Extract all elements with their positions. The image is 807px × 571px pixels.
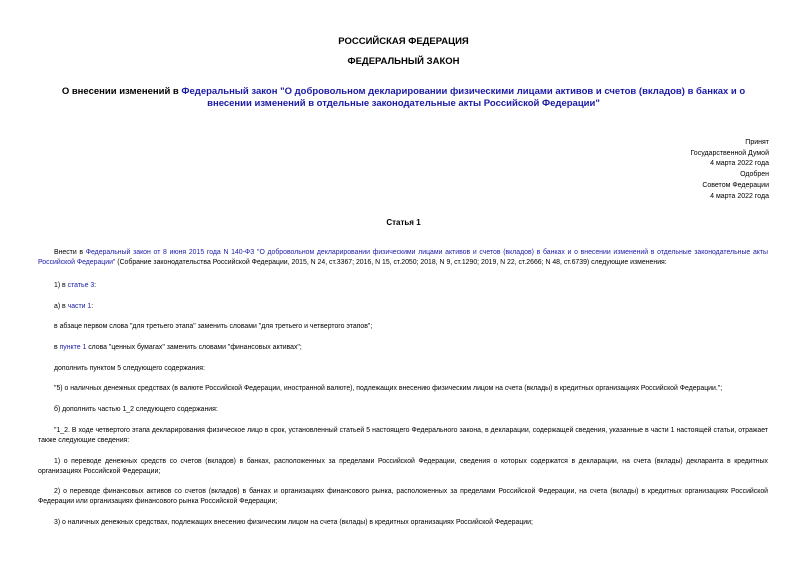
text: 1) в <box>54 282 68 289</box>
title-law-link[interactable]: Федеральный закон "О добровольном декларировании физическими лицами активов и счетов (вкладов) в банках и о внесении изменений в отдельные законодательные акты Российской Федерации" <box>181 86 746 109</box>
title-prefix: О внесении изменений в <box>61 86 182 97</box>
adoption-line: Советом Федерации <box>702 181 769 189</box>
text: а) в <box>54 303 68 310</box>
text: : <box>94 282 97 289</box>
adoption-line: 4 марта 2022 года <box>710 160 769 168</box>
intro-suffix: (Собрание законодательства Российской Федерации, 2015, N 24, ст.3367; 2016, N 15, ст.2050; 2018, N 9, ст.1290; 2019, N 22, ст.2666; N 48, ст.6739) следующие изменения: <box>115 259 667 267</box>
adoption-line: Государственной Думой <box>690 149 769 157</box>
paragraph-item-a <box>38 302 768 312</box>
paragraph-1-2: "1_2. В ходе четвертого этапа декларирования физическое лицо в срок, установленный статьей 5 настоящего Федерального закона, в декларации, содержащей сведения, указанные в части 1 настоящей статьи, отражает также следующие сведения: <box>38 427 768 445</box>
country-heading: РОССИЙСКАЯ ФЕДЕРАЦИЯ <box>338 36 469 47</box>
article-3-link[interactable]: статье 3 <box>67 282 95 289</box>
doc-type-heading: ФЕДЕРАЛЬНЫЙ ЗАКОН <box>347 56 460 67</box>
paragraph-5: "5) о наличных денежных средствах (в валюте Российской Федерации, иностранной валюте), подлежащих внесению физическим лицом на счета (вклады) в кредитных организациях Российской Федерации."; <box>54 385 723 392</box>
adoption-line: Одобрен <box>740 171 769 179</box>
paragraph-add5: дополнить пунктом 5 следующего содержания: <box>54 365 205 372</box>
text: : <box>91 303 94 310</box>
subparagraph-1: 1) о переводе денежных средств со счетов (вкладов) в банках, расположенных за пределами Российской Федерации, сведения о которых содержатся в декларации, на счета (вклады) декларанта в кредитных организациях Российской Федерации; <box>38 458 768 476</box>
paragraph-punkt <box>38 343 768 353</box>
adoption-block <box>690 138 769 202</box>
part-1-link[interactable]: части 1 <box>67 303 92 310</box>
intro-prefix: Внести в <box>54 249 86 256</box>
law-title <box>55 86 752 110</box>
paragraph-abzac: в абзаце первом слова "для третьего этапа" заменить словами "для третьего и четвертого этапов"; <box>54 323 373 330</box>
intro-paragraph <box>38 248 768 268</box>
adoption-line: Принят <box>745 139 769 146</box>
adoption-line: 4 марта 2022 года <box>710 192 769 200</box>
intro-law-link[interactable]: Федеральный закон от 8 июня 2015 года N 140-ФЗ "О добровольном декларировании физическими лицами активов и счетов (вкладов) в банках и о внесении изменений в отдельные законодательные акты Российской Федерации" <box>38 249 768 267</box>
paragraph-item-1 <box>38 281 768 291</box>
text: в <box>54 344 60 351</box>
article-heading: Статья 1 <box>386 218 421 227</box>
subparagraph-3: 3) о наличных денежных средствах, подлежащих внесению физическим лицом на счета (вклады) в кредитных организациях Российской Федерации; <box>54 519 533 526</box>
text: слова "ценных бумагах" заменить словами "финансовых активах"; <box>86 344 302 351</box>
subparagraph-2: 2) о переводе финансовых активов со счетов (вкладов) в банках и организациях финансового рынка, расположенных за пределами Российской Федерации, на счета (вклады) в кредитных организациях Российской Федерации или организациях финансового рынка Российской Федерации; <box>38 488 768 506</box>
paragraph-b: б) дополнить частью 1_2 следующего содержания: <box>54 406 218 413</box>
punkt-1-link[interactable]: пункте 1 <box>59 344 87 351</box>
